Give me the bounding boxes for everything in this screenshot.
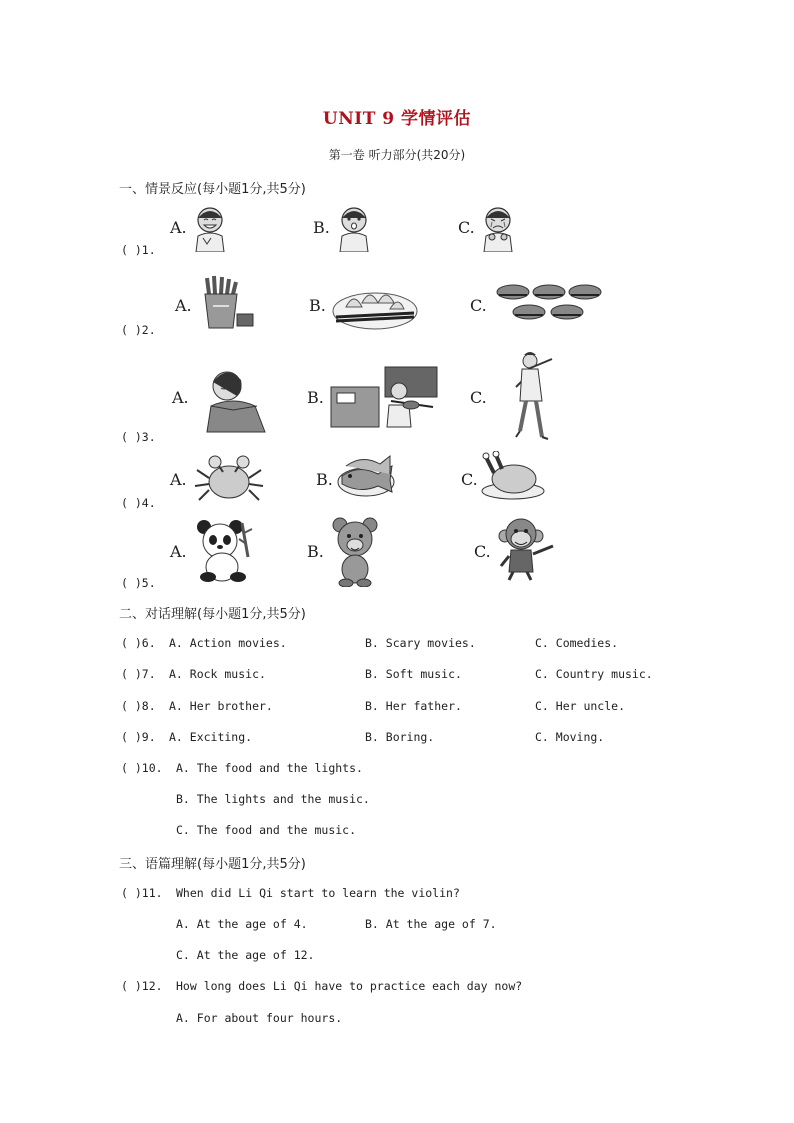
option-b-label[interactable]: B. — [307, 388, 324, 407]
bear-icon — [328, 515, 384, 587]
option-a[interactable]: A. Exciting. — [169, 730, 253, 744]
option-b[interactable]: B. Her father. — [365, 699, 462, 713]
option-a[interactable]: A. Action movies. — [169, 636, 287, 650]
option-a[interactable]: A. Her brother. — [169, 699, 273, 713]
option-a-label[interactable]: A. — [170, 542, 187, 561]
option-c[interactable]: C. Her uncle. — [535, 699, 626, 713]
option-c[interactable]: C. Moving. — [535, 730, 605, 744]
girl-laughing-icon — [190, 204, 230, 252]
girl-violin-icon — [329, 365, 439, 429]
french-fries-icon — [197, 274, 257, 332]
section-heading-3: 三、语篇理解(每小题1分,共5分) — [119, 857, 306, 872]
girl-dancing-icon — [512, 351, 560, 443]
option-a-label[interactable]: A. — [172, 388, 189, 407]
girl-crying-icon — [478, 204, 518, 252]
page-title: UNIT 9 学情评估 — [322, 109, 472, 129]
question-number[interactable]: ( )2. — [121, 323, 156, 337]
option-c-label[interactable]: C. — [461, 470, 478, 489]
option-c-label[interactable]: C. — [470, 388, 487, 407]
option-b[interactable]: B. Boring. — [365, 730, 435, 744]
question-stem: How long does Li Qi have to practice each day now? — [176, 979, 523, 993]
question-number[interactable]: ( )5. — [121, 576, 156, 590]
fish-icon — [336, 454, 400, 500]
question-number[interactable]: ( )7. — [121, 667, 156, 681]
question-number[interactable]: ( )6. — [121, 636, 156, 650]
option-b[interactable]: B. At the age of 7. — [365, 917, 497, 931]
option-a-label[interactable]: A. — [170, 470, 187, 489]
option-a-label[interactable]: A. — [175, 296, 192, 315]
question-stem: When did Li Qi start to learn the violin? — [176, 886, 460, 900]
dumplings-icon — [330, 273, 420, 335]
option-c[interactable]: C. At the age of 12. — [176, 948, 315, 962]
option-b[interactable]: B. Scary movies. — [365, 636, 476, 650]
option-b-label[interactable]: B. — [309, 296, 326, 315]
question-number[interactable]: ( )4. — [121, 496, 156, 510]
question-number[interactable]: ( )10. — [121, 761, 163, 775]
option-a[interactable]: A. At the age of 4. — [176, 917, 308, 931]
question-number[interactable]: ( )3. — [121, 430, 156, 444]
option-c[interactable]: C. Comedies. — [535, 636, 619, 650]
section-heading-2: 二、对话理解(每小题1分,共5分) — [119, 607, 306, 622]
option-c[interactable]: C. The food and the music. — [176, 823, 357, 837]
hamburgers-icon — [495, 282, 605, 322]
option-c-label[interactable]: C. — [470, 296, 487, 315]
option-a[interactable]: A. The food and the lights. — [176, 761, 363, 775]
girl-surprised-icon — [334, 204, 374, 252]
option-a-label[interactable]: A. — [170, 218, 187, 237]
question-number[interactable]: ( )1. — [121, 243, 156, 257]
crabs-icon — [193, 452, 265, 504]
chicken-icon — [480, 451, 546, 501]
option-b-label[interactable]: B. — [307, 542, 324, 561]
option-c[interactable]: C. Country music. — [535, 667, 653, 681]
option-c-label[interactable]: C. — [474, 542, 491, 561]
question-number[interactable]: ( )9. — [121, 730, 156, 744]
option-a[interactable]: A. Rock music. — [169, 667, 266, 681]
option-c-label[interactable]: C. — [458, 218, 475, 237]
option-b[interactable]: B. Soft music. — [365, 667, 462, 681]
option-b[interactable]: B. The lights and the music. — [176, 792, 370, 806]
option-b-label[interactable]: B. — [313, 218, 330, 237]
section-heading-1: 一、情景反应(每小题1分,共5分) — [119, 182, 306, 197]
option-b-label[interactable]: B. — [316, 470, 333, 489]
question-number[interactable]: ( )12. — [121, 979, 163, 993]
monkey-icon — [497, 516, 559, 582]
woman-sleeping-icon — [203, 366, 269, 434]
panda-icon — [192, 517, 256, 583]
part-subtitle: 第一卷 听力部分(共20分) — [328, 148, 466, 162]
question-number[interactable]: ( )11. — [121, 886, 163, 900]
option-a[interactable]: A. For about four hours. — [176, 1011, 343, 1025]
question-number[interactable]: ( )8. — [121, 699, 156, 713]
